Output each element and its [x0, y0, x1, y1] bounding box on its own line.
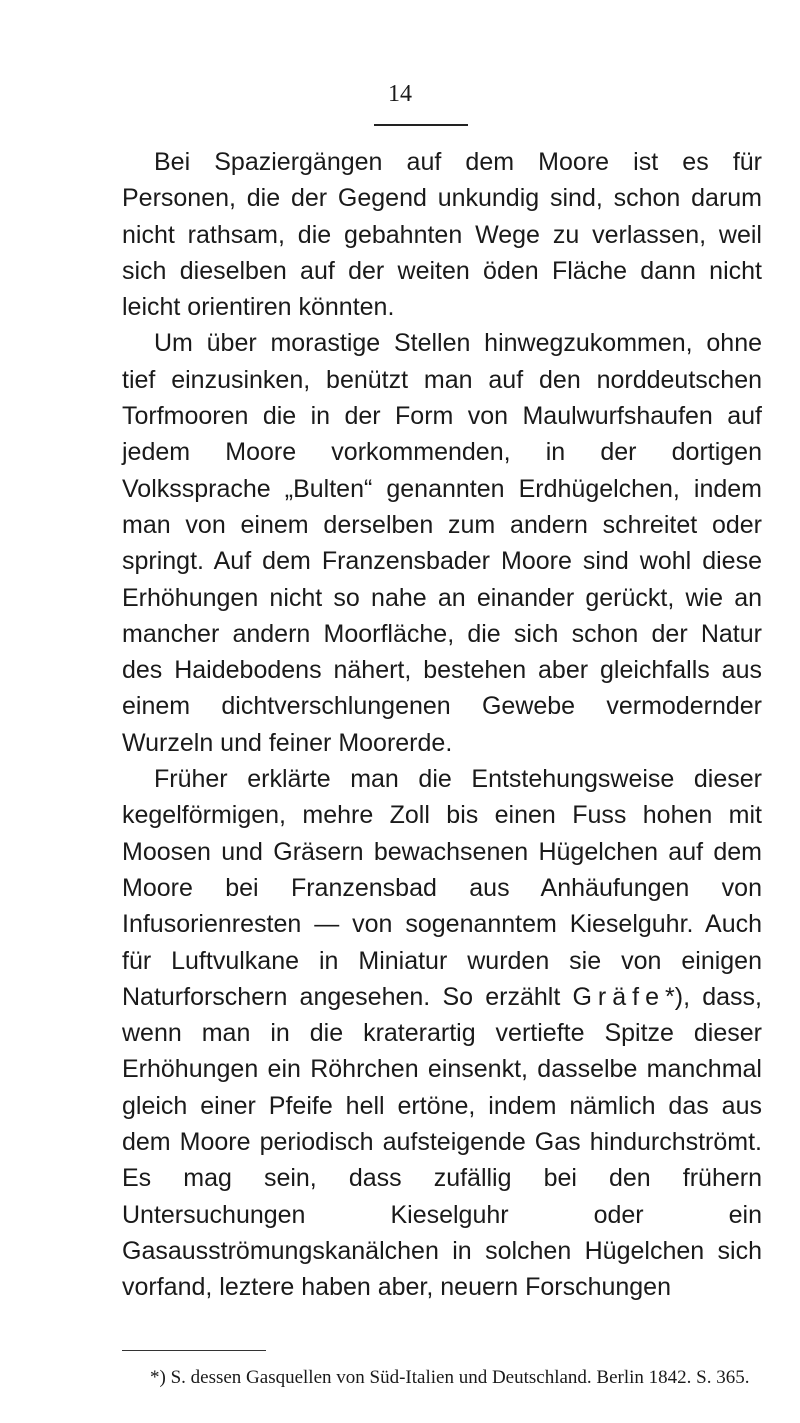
footnote-marker: *)	[150, 1367, 166, 1388]
page-number: 14	[388, 81, 412, 107]
author-name: Gräfe	[572, 982, 666, 1011]
footnote-text: S. dessen Gasquellen von Süd-Italien und Deutschland. Berlin 1842. S. 365.	[165, 1367, 750, 1388]
footnote-rule	[122, 1350, 266, 1351]
body-text	[122, 144, 762, 1306]
footnote	[122, 1364, 762, 1391]
paragraph-3	[122, 761, 762, 1305]
header-rule	[374, 124, 468, 126]
paragraph-1: Bei Spaziergängen auf dem Moore ist es für Personen, die der Gegend unkundig sind, schon darum nicht rathsam, die gebahnten Wege zu verlassen, weil sich dieselben auf der weiten öden Fläche dann nicht leicht orientiren könnten.	[122, 148, 762, 322]
paragraph-2: Um über morastige Stellen hinwegzukommen, ohne tief einzusinken, benützt man auf den norddeutschen Torfmooren die in der Form von Maulwurfshaufen auf jedem Moore vorkommenden, in der dortigen Volkssprache „Bulten“ genannten Erdhügelchen, indem man von einem derselben zum andern schreitet oder springt. Auf dem Franzensbader Moore sind wohl diese Erhöhungen nicht so nahe an einander gerückt, wie an mancher andern Moorfläche, die sich schon der Natur des Haidebodens nähert, bestehen aber gleichfalls aus einem dichtverschlungenen Gewebe vermodernder Wurzeln und feiner Moorerde.	[122, 329, 762, 757]
paragraph-3-before: Früher erklärte man die Entstehungsweise dieser kegelförmigen, mehre Zoll bis einen Fuss hohen mit Moosen und Gräsern bewachsenen Hügelchen auf dem Moore bei Franzensbad aus Anhäufungen von Infusorienresten — von sogenanntem Kieselguhr. Auch für Luftvulkane in Miniatur wurden sie von einigen Naturforschern angesehen. So erzählt	[122, 765, 762, 1011]
footnote-reference[interactable]: *)	[665, 982, 684, 1011]
paragraph-3-after: , dass, wenn man in die kraterartig vertiefte Spitze dieser Erhöhungen ein Röhrchen einsenkt, dasselbe manchmal gleich einer Pfeife hell ertöne, indem nämlich das aus dem Moore periodisch aufsteigende Gas hindurchströmt. Es mag sein, dass zufällig bei den frühern Untersuchungen Kieselguhr oder ein Gasausströmungskanälchen in solchen Hügelchen sich vorfand, leztere haben aber, neuern Forschungen	[122, 982, 762, 1302]
